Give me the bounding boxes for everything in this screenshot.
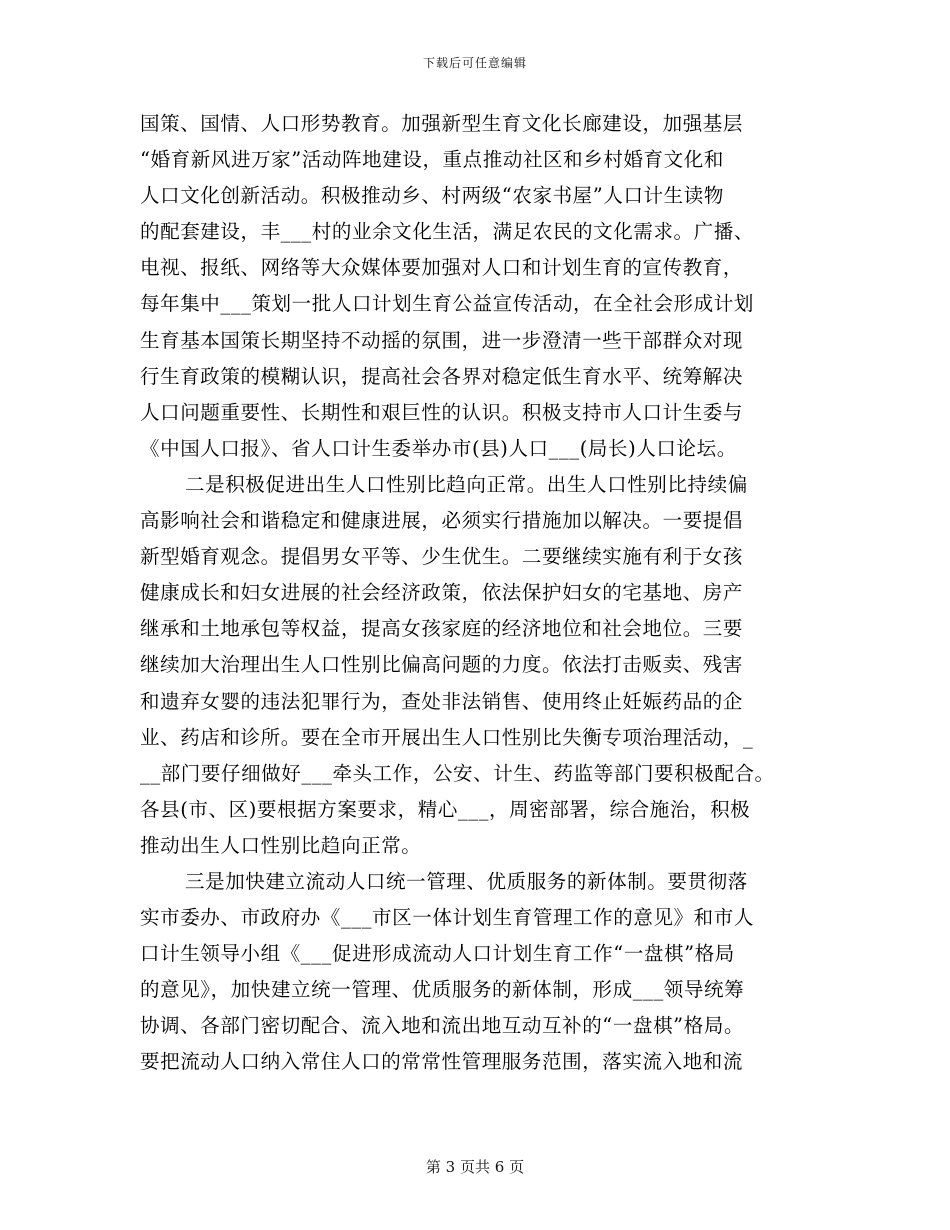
text-line: __部门要仔细做好___牵头工作，公安、计生、药监等部门要积极配合。 bbox=[140, 761, 775, 785]
header-note: 下载后可任意编辑 bbox=[422, 56, 527, 70]
text-line: 每年集中___策划一批人口计划生育公益宣传活动，在全社会形成计划 bbox=[140, 292, 754, 316]
text-line: 新型婚育观念。提倡男女平等、少生优生。二要继续实施有利于女孩 bbox=[140, 545, 744, 569]
text-line: 要把流动人口纳入常住人口的常常性管理服务范围，落实流入地和流 bbox=[140, 1050, 744, 1074]
text-line: 国策、国情、人口形势教育。加强新型生育文化长廊建设，加强基层 bbox=[140, 112, 744, 135]
text-line: 实市委办、市政府办《___市区一体计划生育管理工作的意见》和市人 bbox=[140, 906, 754, 930]
text-line: 生育基本国策长期坚持不动摇的氛围，进一步澄清一些干部群众对现 bbox=[140, 328, 744, 352]
text-line: 继承和土地承包等权益，提高女孩家庭的经济地位和社会地位。三要 bbox=[140, 617, 744, 641]
text-line: 业、药店和诊所。要在全市开展出生人口性别比失衡专项治理活动，_ bbox=[140, 725, 754, 749]
text-line: 口计生领导小组《___促进形成流动人口计划生育工作“一盘棋”格局 bbox=[140, 942, 735, 966]
text-line: 继续加大治理出生人口性别比偏高问题的力度。依法打击贩卖、残害 bbox=[140, 653, 744, 677]
paragraph-start-line: 三是加快建立流动人口统一管理、优质服务的新体制。要贯彻落 bbox=[185, 869, 748, 893]
text-line: 健康成长和妇女进展的社会经济政策，依法保护妇女的宅基地、房产 bbox=[140, 581, 744, 605]
text-line: “婚育新风进万家”活动阵地建设，重点推动社区和乡村婚育文化和 bbox=[140, 148, 724, 172]
text-line: 协调、各部门密切配合、流入地和流出地互动互补的“一盘棋”格局。 bbox=[140, 1014, 745, 1038]
page-number: 第 3 页共 6 页 bbox=[425, 1158, 525, 1176]
text-line: 行生育政策的模糊认识，提高社会各界对稳定低生育水平、统筹解决 bbox=[140, 364, 744, 388]
text-line: 人口文化创新活动。积极推动乡、村两级“农家书屋”人口计生读物 bbox=[140, 184, 724, 208]
text-line: 和遗弃女婴的违法犯罪行为，查处非法销售、使用终止妊娠药品的企 bbox=[140, 689, 744, 713]
text-line: 人口问题重要性、长期性和艰巨性的认识。积极支持市人口计生委与 bbox=[140, 400, 744, 424]
text-line: 推动出生人口性别比趋向正常。 bbox=[140, 833, 422, 857]
text-line: 《中国人口报》、省人口计生委举办市(县)人口___(局长)人口论坛。 bbox=[140, 436, 737, 460]
paragraph-start-line: 二是积极促进出生人口性别比趋向正常。出生人口性别比持续偏 bbox=[185, 472, 748, 496]
text-line: 电视、报纸、网络等大众媒体要加强对人口和计划生育的宣传教育， bbox=[140, 256, 744, 280]
text-line: 的配套建设，丰___村的业余文化生活，满足农民的文化需求。广播、 bbox=[140, 220, 754, 244]
text-line: 高影响社会和谐稳定和健康进展，必须实行措施加以解决。一要提倡 bbox=[140, 509, 744, 533]
text-line: 各县(市、区)要根据方案要求，精心___，周密部署，综合施治，积极 bbox=[140, 797, 751, 821]
text-line: 的意见》，加快建立统一管理、优质服务的新体制，形成___领导统筹 bbox=[140, 978, 745, 1002]
body-text bbox=[140, 106, 830, 1081]
